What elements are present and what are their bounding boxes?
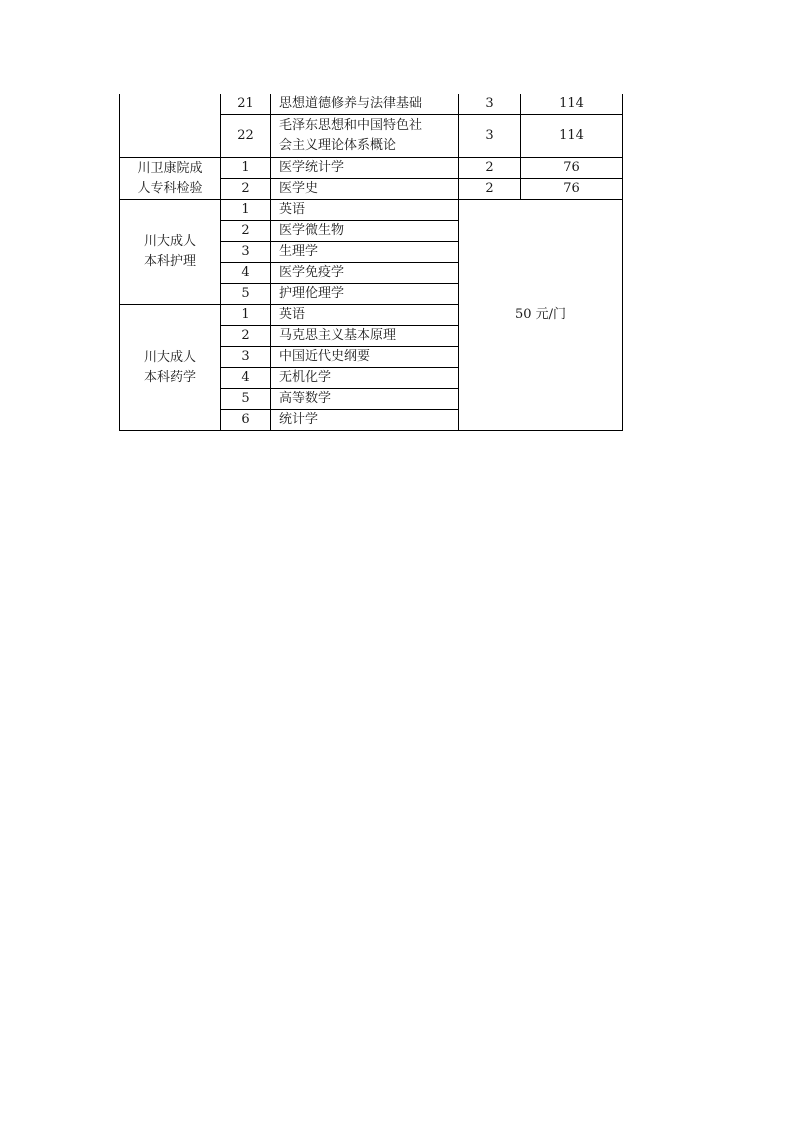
row-number: 4 [221,263,271,284]
row-number: 1 [221,200,271,221]
program-name-line2: 本科药学 [143,369,196,385]
row-number: 3 [221,347,271,368]
credits: 3 [459,115,521,158]
course-name: 统计学 [271,410,459,431]
course-name: 马克思主义基本原理 [271,326,459,347]
hours: 114 [521,115,623,158]
row-number: 2 [221,179,271,200]
course-name: 无机化学 [271,368,459,389]
course-name: 护理伦理学 [271,284,459,305]
program-name-line1: 川大成人 [143,349,196,365]
row-number: 21 [221,94,271,115]
program-name-line2: 本科护理 [143,254,196,269]
row-number: 2 [221,326,271,347]
row-number: 5 [221,284,271,305]
course-name: 医学微生物 [271,221,459,242]
row-number: 1 [221,305,271,326]
group-cell-continued [120,94,221,158]
program-name-huli [120,200,221,305]
course-name: 中国近代史纲要 [271,347,459,368]
course-name: 思想道德修养与法律基础 [271,94,459,115]
course-name: 医学免疫学 [271,263,459,284]
course-name: 医学史 [271,179,459,200]
course-name: 英语 [271,200,459,221]
course-name [271,115,459,158]
course-fee-table [119,94,623,431]
table-row [120,158,623,179]
course-name: 英语 [271,305,459,326]
credits: 2 [459,158,521,179]
row-number: 1 [221,158,271,179]
program-name-yaoxue [120,305,221,431]
hours: 114 [521,94,623,115]
program-name-line1: 川卫康院成 [137,160,203,176]
hours: 76 [521,158,623,179]
program-name-jianyan [120,158,221,200]
course-name-line1: 毛泽东思想和中国特色社 [279,118,423,133]
hours: 76 [521,179,623,200]
credits: 3 [459,94,521,115]
course-name-line2: 会主义理论体系概论 [279,138,397,153]
row-number: 5 [221,389,271,410]
row-number: 22 [221,115,271,158]
program-name-line2: 人专科检验 [137,180,203,196]
row-number: 2 [221,221,271,242]
course-name: 高等数学 [271,389,459,410]
row-number: 3 [221,242,271,263]
row-number: 4 [221,368,271,389]
program-name-line1: 川大成人 [143,234,196,249]
table-row [120,200,623,221]
course-name: 生理学 [271,242,459,263]
row-number: 6 [221,410,271,431]
course-name: 医学统计学 [271,158,459,179]
fee-cell: 50 元/门 [459,200,623,431]
table-row [120,94,623,115]
credits: 2 [459,179,521,200]
